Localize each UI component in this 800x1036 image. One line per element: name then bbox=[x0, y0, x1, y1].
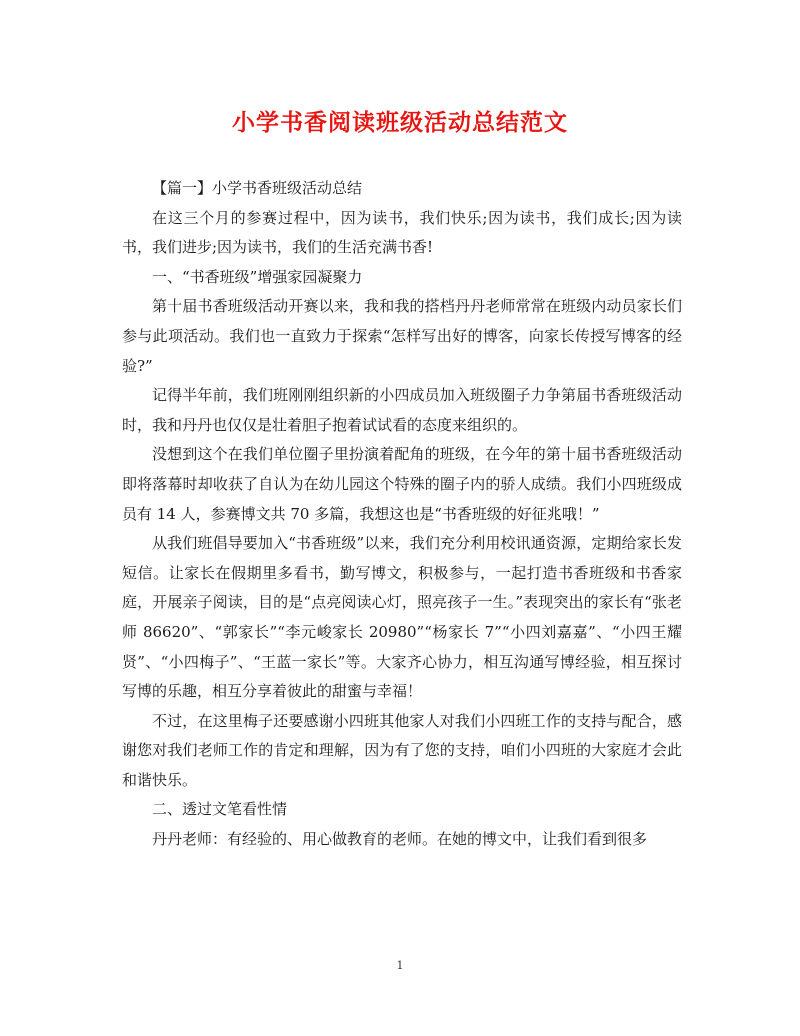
section-heading: 二、透过文笔看性情 bbox=[152, 800, 288, 819]
body-paragraph: 没想到这个在我们单位圈子里扮演着配角的班级，在今年的第十届书香班级活动即将落幕时却收获了自认为在幼儿园这个特殊的圈子内的骄人成绩。我们小四班级成员有 14 人，参赛博文共 70 多篇，我想这也是“书香班级的好征兆哦！” bbox=[122, 445, 682, 523]
document-body bbox=[122, 174, 682, 855]
body-paragraph: 在这三个月的参赛过程中，因为读书，我们快乐;因为读书，我们成长;因为读书，我们进步;因为读书，我们的生活充满书香! bbox=[122, 208, 682, 257]
section-heading: 一、“书香班级”增强家园凝聚力 bbox=[152, 267, 363, 286]
body-paragraph: 丹丹老师：有经验的、用心做教育的老师。在她的博文中，让我们看到很多 bbox=[152, 830, 648, 849]
body-paragraph: 从我们班倡导要加入“书香班级”以来，我们充分利用校讯通资源，定期给家长发短信。让家长在假期里多看书，勤写博文，积极参与，一起打造书香班级和书香家庭，开展亲子阅读，目的是“点亮阅读心灯，照亮孩子一生。”表现突出的家长有“张老师 86620”、“郭家长”“李元峻家长 20980”“杨家长 7”“小四刘嘉嘉”、“小四王耀贤”、“小四梅子”、“王蓝一家长”等。大家齐心协力，相互沟通写博经验，相互探讨写博的乐趣，相互分享着彼此的甜蜜与幸福！ bbox=[122, 534, 682, 701]
body-paragraph: 记得半年前，我们班刚刚组织新的小四成员加入班级圈子力争第届书香班级活动时，我和丹丹也仅仅是壮着胆子抱着试试看的态度来组织的。 bbox=[122, 386, 682, 434]
body-paragraph: 第十届书香班级活动开赛以来，我和我的搭档丹丹老师常常在班级内动员家长们参与此项活动。我们也一直致力于探索“怎样写出好的博客，向家长传授写博客的经验?” bbox=[122, 297, 682, 375]
page-number: 1 bbox=[396, 959, 404, 972]
section-heading-part-one: 【篇一】小学书香班级活动总结 bbox=[152, 179, 363, 197]
document-title: 小学书香阅读班级活动总结范文 bbox=[232, 109, 568, 136]
body-paragraph: 不过，在这里梅子还要感谢小四班其他家人对我们小四班工作的支持与配合，感谢您对我们老师工作的肯定和理解，因为有了您的支持，咱们小四班的大家庭才会此和谐快乐。 bbox=[122, 711, 682, 789]
